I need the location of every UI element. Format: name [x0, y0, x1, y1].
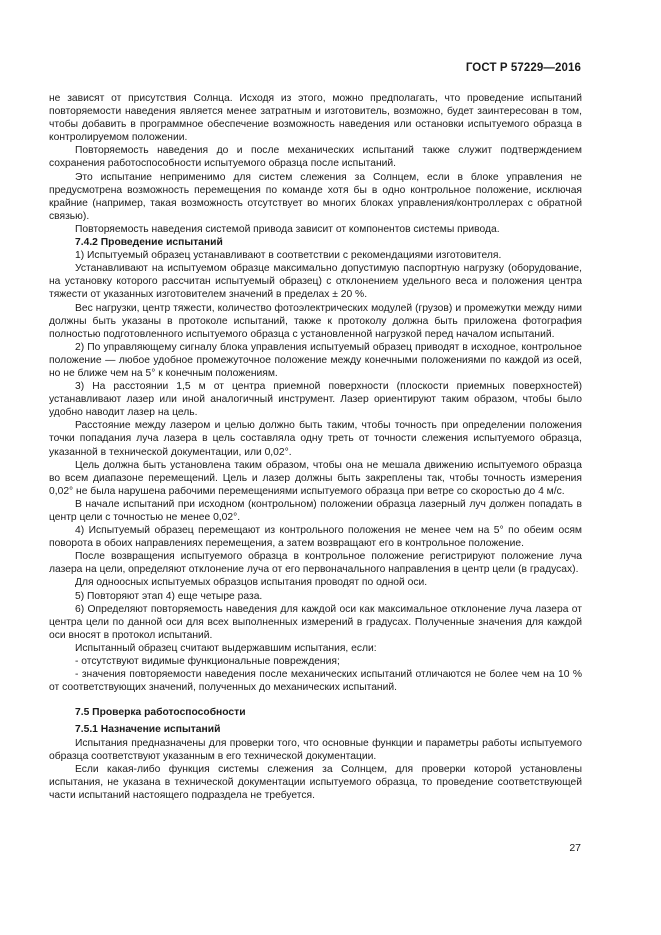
- paragraph: После возвращения испытуемого образца в контрольное положение регистрируют положение луча лазера на цели, определяют отклонение луча от его первоначального направления в центр цели (в градусах).: [49, 551, 582, 576]
- paragraph: В начале испытаний при исходном (контрольном) положении образца лазерный луч должен попадать в центр цели с точностью не менее 0,02°.: [49, 498, 582, 523]
- section-heading: 7.5 Проверка работоспособности: [75, 707, 246, 719]
- paragraph: Вес нагрузки, центр тяжести, количество фотоэлектрических модулей (грузов) и промежутки между ними должны быть указаны в протоколе испытаний, также к протоколу должна быть приложена фотография полностью подготовленного испытуемого образца с установленной нагрузкой перед началом испытаний.: [49, 302, 582, 340]
- paragraph: - значения повторяемости наведения после механических испытаний отличаются не более чем на 10 % от соответствующих значений, полученных до механических испытаний.: [49, 669, 582, 694]
- standard-designation: ГОСТ Р 57229—2016: [465, 62, 581, 74]
- paragraph: Испытанный образец считают выдержавшим испытания, если:: [75, 642, 377, 654]
- paragraph: 6) Определяют повторяемость наведения для каждой оси как максимальное отклонение луча лазера от центра цели по данной оси для всех выполненных измерений в градусах. Полученные значения для каждой оси вносят в протокол испытаний.: [49, 603, 582, 641]
- paragraph: Это испытание неприменимо для систем слежения за Солнцем, если в блоке управления не предусмотрена возможность перемещения по команде хотя бы в одно контрольное положение, исключая крайние (например, такая возможность отсутствует во многих блоках управления/контроллерах с обратной связью).: [49, 171, 582, 222]
- paragraph: 5) Повторяют этап 4) еще четыре раза.: [75, 590, 263, 602]
- paragraph: не зависят от присутствия Солнца. Исходя из этого, можно предполагать, что проведение испытаний повторяемости наведения является менее затратным и изготовитель, возможно, будет заинтересован в том, чтобы добавить в программное обеспечение возможность наведения или остановки испытуемого образца в контролируемом положении.: [49, 93, 582, 144]
- paragraph: Цель должна быть установлена таким образом, чтобы она не мешала движению испытуемого образца во всем диапазоне перемещений. Цель и лазер должны быть закреплены так, чтобы точность измерения 0,02° не была нарушена рабочими перемещениями испытуемого образца при ветре со скоростью до 4 м/с.: [49, 459, 582, 497]
- paragraph: 2) По управляющему сигналу блока управления испытуемый образец приводят в исходное, контрольное положение — любое удобное промежуточное положение между конечными положениями по каждой из осей, но не ближе чем на 5° к конечным положениям.: [49, 341, 582, 379]
- document-body: [49, 92, 582, 802]
- paragraph: Устанавливают на испытуемом образце максимально допустимую паспортную нагрузку (оборудование, на установку которого рассчитан испытуемый образец) с отклонением удельного веса и положения центра тяжести от указанных изготовителем значений в пределах ± 20 %.: [49, 263, 582, 301]
- paragraph: Для одноосных испытуемых образцов испытания проводят по одной оси.: [75, 577, 428, 589]
- list-item: - отсутствуют видимые функциональные повреждения;: [75, 656, 340, 668]
- paragraph: 3) На расстоянии 1,5 м от центра приемной поверхности (плоскости приемных поверхностей) устанавливают лазер или иной аналогичный инструмент. Лазер ориентируют таким образом, чтобы было удобно наводит лазер на цель.: [49, 381, 582, 419]
- section-heading: 7.4.2 Проведение испытаний: [75, 237, 223, 249]
- page-number: 27: [569, 842, 581, 854]
- section-heading: 7.5.1 Назначение испытаний: [75, 724, 221, 736]
- paragraph: Повторяемость наведения системой привода зависит от компонентов системы привода.: [75, 223, 500, 235]
- paragraph: Расстояние между лазером и целью должно быть таким, чтобы точность при определении положения точки попадания луча лазера в цель составляла одну треть от точности слежения испытуемого образца, указанной в технической документации, или 0,02°.: [49, 420, 582, 458]
- paragraph: Если какая-либо функция системы слежения за Солнцем, для проверки которой установлены испытания, не указана в технической документации испытуемого образца, то проведение соответствующей части испытаний настоящего подраздела не требуется.: [49, 763, 582, 801]
- paragraph: Повторяемость наведения до и после механических испытаний также служит подтверждением сохранения работоспособности испытуемого образца после испытаний.: [49, 145, 582, 170]
- paragraph: 1) Испытуемый образец устанавливают в соответствии с рекомендациями изготовителя.: [75, 250, 502, 262]
- paragraph: 4) Испытуемый образец перемещают из контрольного положения не менее чем на 5° по обеим осям поворота в обоих направлениях перемещения, а затем возвращают его в контрольное положение.: [49, 525, 582, 550]
- paragraph: Испытания предназначены для проверки того, что основные функции и параметры работы испытуемого образца соответствуют указанным в его технической документации.: [49, 737, 582, 762]
